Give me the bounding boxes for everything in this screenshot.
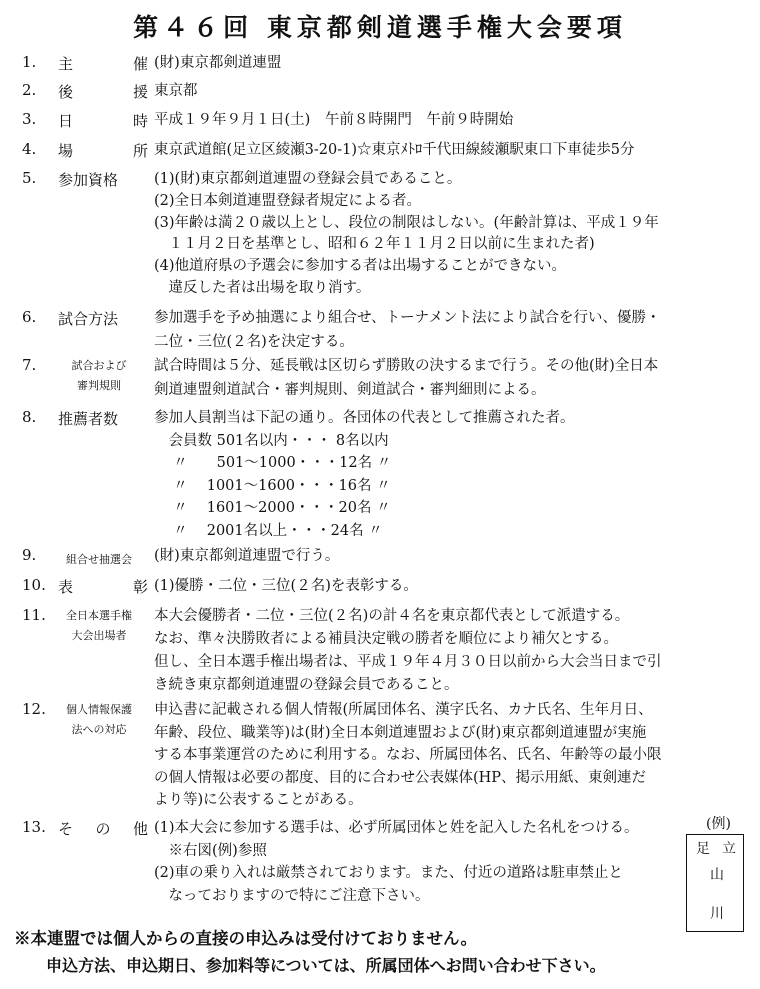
section-text-line: 本大会優勝者・二位・三位(２名)の計４名を東京都代表として派遣する。 bbox=[154, 608, 630, 624]
section-text-line: (1)本大会に参加する選手は、必ず所属団体と姓を記入した名札をつける。 bbox=[154, 820, 639, 836]
section-text-line: 東京武道館(足立区綾瀬3-20-1)☆東京ﾒﾄﾛ千代田線綾瀬駅東口下車徒歩5分 bbox=[154, 142, 635, 158]
section-label-part: 場 bbox=[58, 142, 74, 160]
section-label-part: 催 bbox=[132, 55, 148, 73]
section-text-line: 参加選手を予め抽選により組合せ、トーナメント法により試合を行い、優勝・ bbox=[154, 310, 661, 326]
section-label bbox=[58, 81, 148, 102]
section-text-line: より等)に公表することがある。 bbox=[154, 792, 363, 808]
section-text-line: (4)他道府県の予選会に参加する者は出場することができない。 bbox=[154, 258, 567, 275]
section-number: 3. bbox=[22, 110, 37, 128]
section-label-part: 所 bbox=[132, 142, 148, 160]
example-tag-char: 足 bbox=[696, 841, 710, 857]
example-tag-char: 山 bbox=[710, 867, 724, 883]
section-text-line: 申込書に記載される個人情報(所属団体名、漢字氏名、カナ氏名、生年月日、 bbox=[154, 702, 653, 718]
section-text-line: (2)全日本剣道連盟登録者規定による者。 bbox=[154, 192, 422, 209]
section-label-part: 推薦者数 bbox=[58, 410, 119, 428]
section-text-line: (財)東京都剣道連盟 bbox=[154, 55, 282, 71]
section-text-line: 〃 1601～2000・・・20名 〃 bbox=[154, 500, 391, 516]
section-label-part: 援 bbox=[132, 83, 148, 101]
section-number: 1. bbox=[22, 53, 37, 71]
section-label-part: 大会出場者 bbox=[71, 629, 127, 642]
section-label bbox=[58, 408, 148, 429]
section-text-line: 〃 1001～1600・・・16名 〃 bbox=[154, 477, 391, 494]
section-text-line: (1)(財)東京都剣道連盟の登録会員であること。 bbox=[154, 171, 462, 187]
section-label bbox=[56, 700, 142, 740]
section-label-part: 日 bbox=[58, 112, 74, 130]
section-number: 7. bbox=[22, 356, 37, 374]
section-label bbox=[56, 606, 142, 646]
section-label bbox=[58, 140, 148, 161]
section-number: 9. bbox=[22, 546, 37, 564]
section-text-line: 参加人員割当は下記の通り。各団体の代表として推薦された者。 bbox=[154, 410, 575, 426]
section-label-part: 表 bbox=[58, 578, 74, 596]
section-text-line: 違反した者は出場を取り消す。 bbox=[154, 280, 371, 296]
section-text-line: (3)年齢は満２０歳以上とし、段位の制限はしない。(年齢計算は、平成１９年 bbox=[154, 214, 659, 231]
section-text-line: １１月２日を基準とし、昭和６２年１１月２日以前に生まれた者) bbox=[154, 236, 595, 253]
section-label-part: 法への対応 bbox=[71, 723, 127, 736]
section-label-part: 他 bbox=[132, 820, 148, 838]
section-number: 5. bbox=[22, 169, 37, 187]
section-text-line: 会員数 501名以内・・・ 8名以内 bbox=[154, 432, 389, 449]
section-label bbox=[58, 169, 148, 190]
section-label bbox=[58, 110, 148, 131]
section-text-line: の個人情報は必要の都度、目的に合わせ公表媒体(HP、掲示用紙、東剣連だ bbox=[154, 769, 647, 786]
section-number: 11. bbox=[22, 606, 46, 624]
section-text-line: き続き東京都剣道連盟の登録会員であること。 bbox=[154, 677, 459, 693]
section-text-line: (財)東京都剣道連盟で行う。 bbox=[154, 548, 340, 564]
section-label-part: 彰 bbox=[132, 578, 148, 596]
notice-contact-organization: 申込方法、申込期日、参加料等については、所属団体へお問い合わせ下さい。 bbox=[46, 956, 606, 975]
section-label-part: 主 bbox=[58, 55, 74, 73]
section-label bbox=[58, 53, 148, 74]
section-label-part: 時 bbox=[132, 112, 148, 130]
section-label-part: 後 bbox=[58, 83, 74, 101]
section-label bbox=[58, 576, 148, 597]
section-number: 4. bbox=[22, 140, 37, 158]
section-label bbox=[56, 550, 142, 570]
section-label-part: 全日本選手権 bbox=[66, 609, 132, 622]
section-text-line: 但し、全日本選手権出場者は、平成１９年４月３０日以前から大会当日まで引 bbox=[154, 654, 662, 670]
notice-no-individual-applications: ※本連盟では個人からの直接の申込みは受付けておりません。 bbox=[14, 929, 477, 948]
section-text-line: 試合時間は５分、延長戦は区切らず勝敗の決するまで行う。その他(財)全日本 bbox=[154, 358, 659, 374]
section-label-part: 組合せ抽選会 bbox=[66, 553, 132, 566]
section-text-line: なお、準々決勝敗者による補員決定戦の勝者を順位により補欠とする。 bbox=[154, 631, 618, 647]
section-text-line: ※右図(例)参照 bbox=[154, 842, 267, 859]
section-text-line: 二位・三位(２名)を決定する。 bbox=[154, 334, 354, 350]
section-label bbox=[58, 308, 148, 329]
section-text-line: (1)優勝・二位・三位(２名)を表彰する。 bbox=[154, 578, 418, 594]
section-text-line: 東京都 bbox=[154, 83, 198, 99]
section-text-line: 年齢、段位、職業等)は(財)全日本剣道連盟および(財)東京都剣道連盟が実施 bbox=[154, 724, 647, 741]
section-number: 2. bbox=[22, 81, 37, 99]
document-title: 第４６回 東京都剣道選手権大会要項 bbox=[133, 13, 627, 42]
section-label-part: そ bbox=[58, 820, 74, 838]
section-text-line: 〃 501～1000・・・12名 〃 bbox=[154, 455, 392, 471]
section-text-line: 剣道連盟剣道試合・審判規則、剣道試合・審判細則による。 bbox=[154, 382, 546, 398]
section-number: 8. bbox=[22, 408, 37, 426]
example-tag-char: 立 bbox=[722, 841, 736, 857]
section-number: 6. bbox=[22, 308, 37, 326]
section-text-line: 〃 2001名以上・・・24名 〃 bbox=[154, 522, 383, 539]
example-caption: (例) bbox=[706, 816, 731, 832]
section-text-line: (2)車の乗り入れは厳禁されております。また、付近の道路は駐車禁止と bbox=[154, 865, 623, 881]
section-label-part: の bbox=[95, 820, 111, 838]
section-number: 13. bbox=[22, 818, 46, 836]
section-number: 12. bbox=[22, 700, 46, 718]
section-number: 10. bbox=[22, 576, 46, 594]
section-text-line: する本事業運営のために利用する。なお、所属団体名、氏名、年齢等の最小限 bbox=[154, 747, 662, 763]
section-label-part: 試合および bbox=[71, 359, 127, 372]
section-label bbox=[58, 818, 148, 839]
section-label-part: 参加資格 bbox=[58, 171, 119, 189]
section-text-line: 平成１９年９月１日(土) 午前８時開門 午前９時開始 bbox=[154, 112, 514, 128]
section-label bbox=[56, 356, 142, 396]
example-tag-char: 川 bbox=[710, 906, 724, 922]
section-label-part: 試合方法 bbox=[58, 310, 119, 328]
section-text-line: なっておりますので特にご注意下さい。 bbox=[154, 887, 430, 904]
section-label-part: 審判規則 bbox=[77, 379, 121, 392]
section-label-part: 個人情報保護 bbox=[66, 703, 132, 716]
